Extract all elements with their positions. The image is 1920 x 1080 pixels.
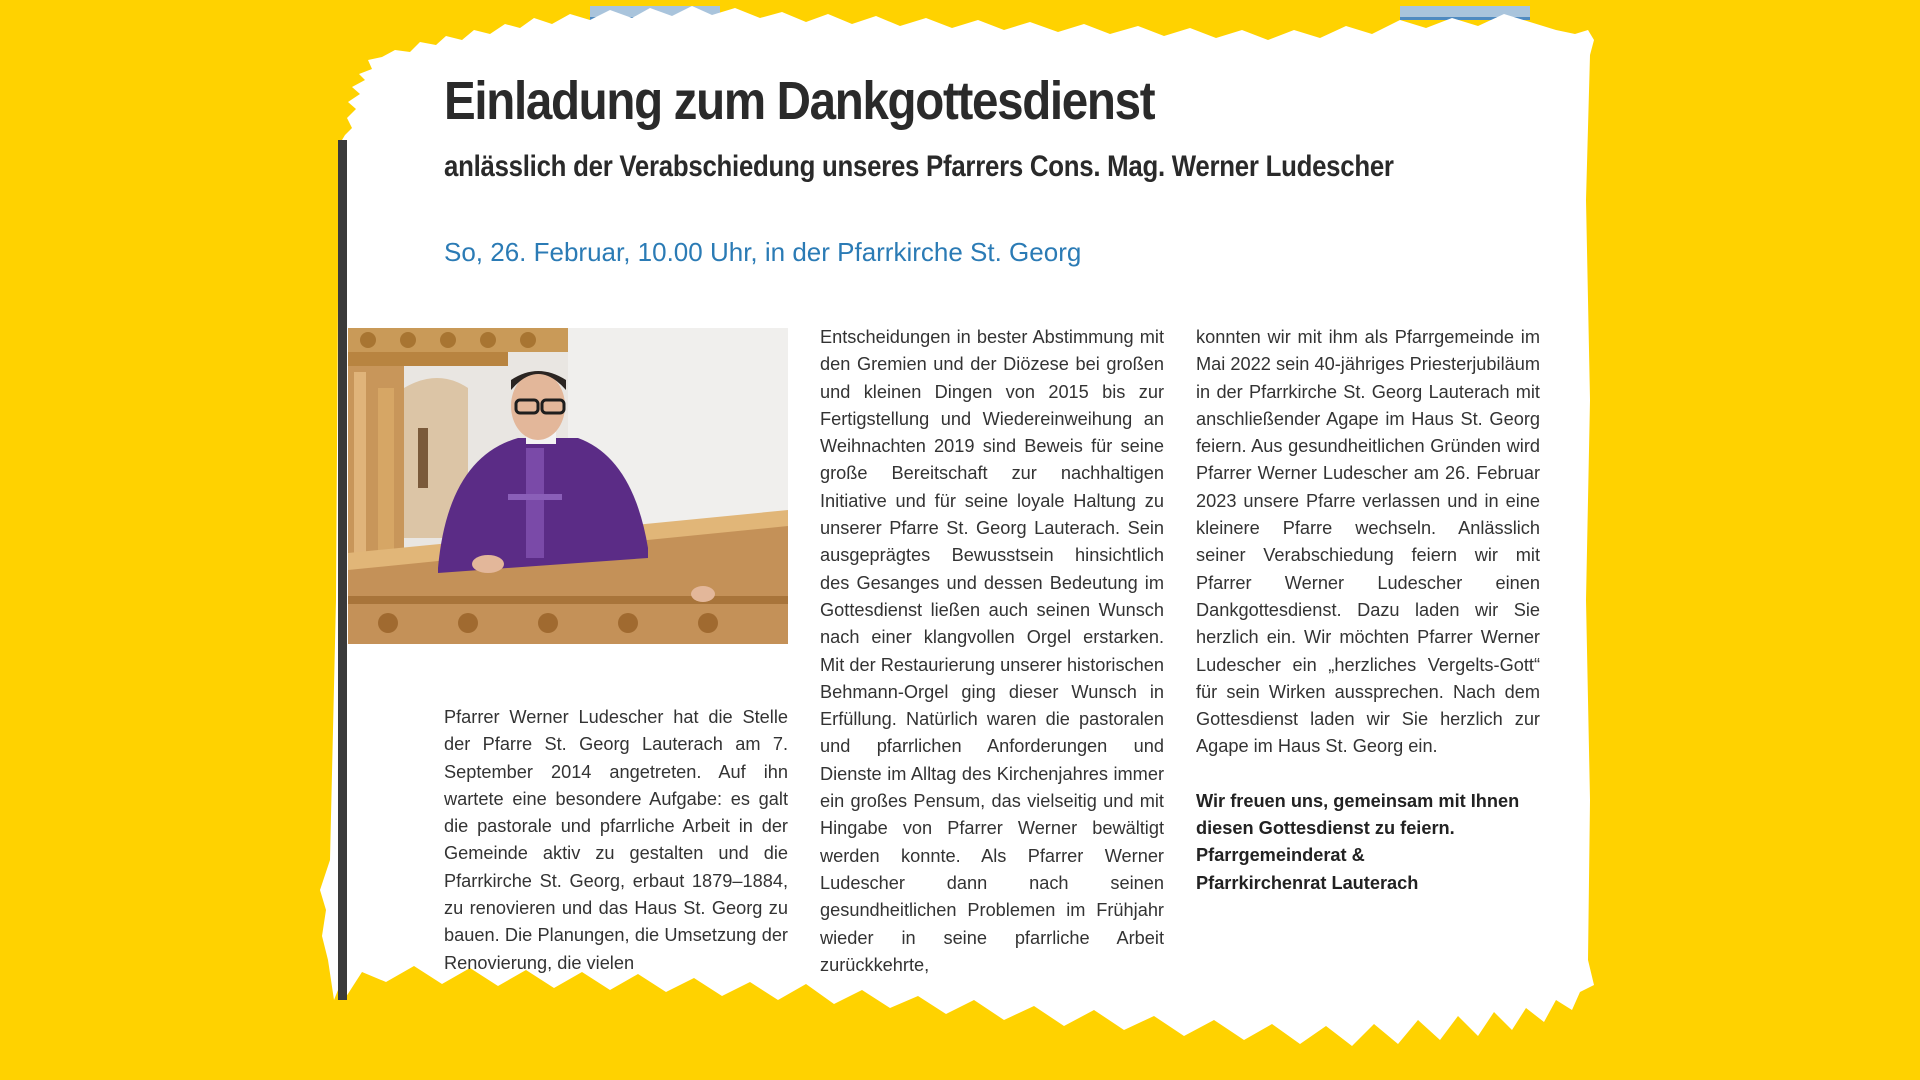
- closing-block: [1196, 788, 1540, 897]
- closing-sentence: Wir freuen uns, gemeinsam mit Ihnen diesen Gottesdienst zu feiern.: [1196, 790, 1520, 839]
- article-column-1: [444, 704, 788, 977]
- article-column-2: [820, 324, 1164, 979]
- event-date-location: So, 26. Februar, 10.00 Uhr, in der Pfarrkirche St. Georg: [444, 237, 1082, 267]
- column-2-text: Entscheidungen in bester Abstimmung mit den Gremien und der Diözese bei großen und kleinen Dingen von 2015 bis zur Fertigstellung und Wiedereinweihung an Weihnachten 2019 sind Beweis für seine große Bereitschaft zur nachhaltigen Initiative und für seine loyale Haltung zu unserer Pfarre St. Georg Lauterach. Sein ausgeprägtes Bewusstsein hinsichtlich des Gesanges und dessen Bedeutung im Gottesdienst ließen auch seinen Wunsch nach einer klangvollen Orgel erstarken. Mit der Restaurierung unserer historischen Behmann-Orgel ging dieser Wunsch in Erfüllung. Natürlich waren die pastoralen und pfarrlichen Anforderungen und Dienste im Alltag des Kirchenjahres immer ein großes Pensum, das vielseitig und mit Hingabe von Pfarrer Werner bewältigt werden konnte. Als Pfarrer Werner Ludescher dann nach seinen gesundheitlichen Problemen im Frühjahr wieder in seine pfarrliche Arbeit zurückkehrte,: [820, 327, 1164, 975]
- headline: Einladung zum Dankgottesdienst: [444, 71, 1155, 131]
- page-spine-shadow: [338, 140, 347, 1000]
- subheadline: anlässlich der Verabschiedung unseres Pfarrers Cons. Mag. Werner Ludescher: [444, 150, 1394, 183]
- priest-at-pulpit-photo: [348, 328, 788, 644]
- column-1-text: Pfarrer Werner Ludescher hat die Stelle der Pfarre St. Georg Lauterach am 7. September 2014 angetreten. Auf ihn wartete eine besondere Aufgabe: es galt die pastorale und pfarrliche Arbeit in der Gemeinde aktiv zu gestalten und die Pfarrkirche St. Georg, erbaut 1879–1884, zu renovieren und das Haus St. Georg zu bauen. Die Planungen, die Umsetzung der Renovierung, die vielen: [444, 707, 788, 973]
- signature-line-2: Pfarrkirchenrat Lauterach: [1196, 872, 1419, 893]
- photo-illustration: [348, 328, 788, 644]
- signature-line-1: Pfarrgemeinderat &: [1196, 845, 1365, 866]
- column-3-text: konnten wir mit ihm als Pfarrgemeinde im Mai 2022 sein 40-jähriges Priesterjubiläum in der Pfarrkirche St. Georg Lauterach mit anschließender Agape im Haus St. Georg feiern. Aus gesundheitlichen Gründen wird Pfarrer Werner Ludescher am 26. Februar 2023 unsere Pfarre verlassen und in eine kleinere Pfarre wechseln. Anlässlich seiner Verabschiedung feiern wir mit Pfarrer Werner Ludescher einen Dankgottesdienst. Dazu laden wir Sie herzlich ein. Wir möchten Pfarrer Werner Ludescher ein „herzliches Vergelts-Gott“ für sein Wirken aussprechen. Nach dem Gottesdienst laden wir Sie herzlich zur Agape im Haus St. Georg ein.: [1196, 327, 1540, 757]
- article-column-3: [1196, 324, 1540, 897]
